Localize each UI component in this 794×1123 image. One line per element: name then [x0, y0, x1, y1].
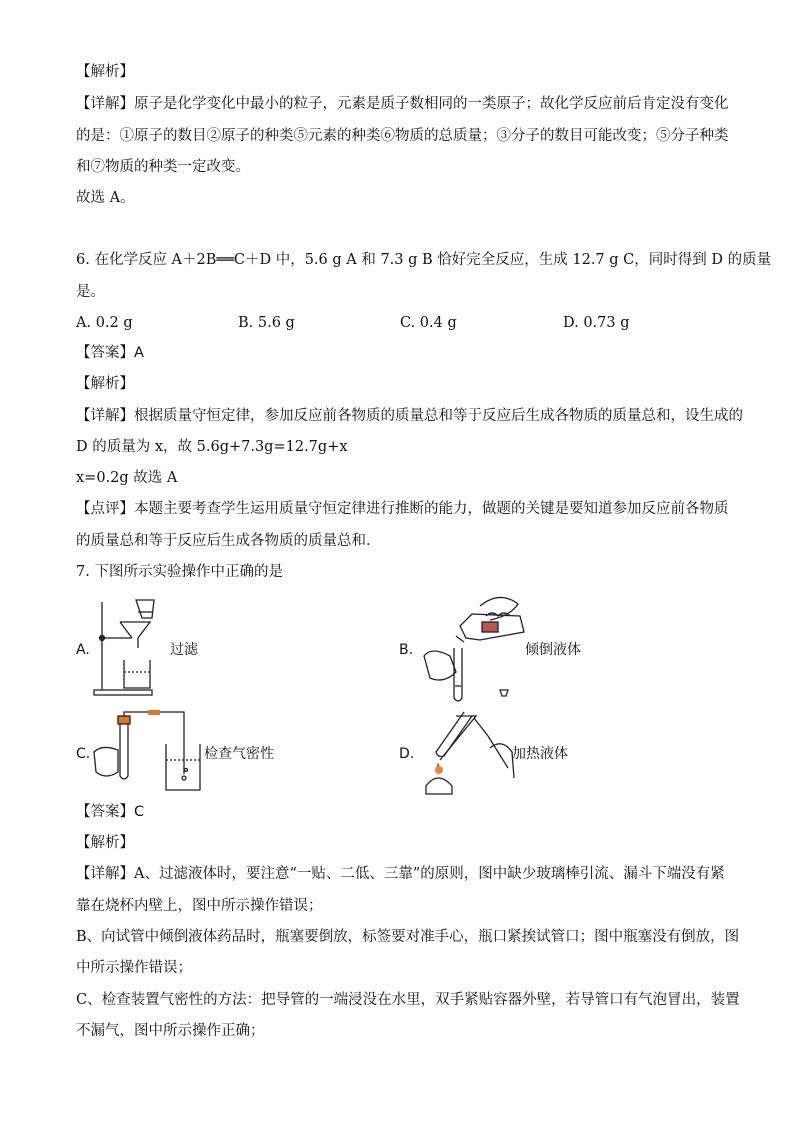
q7-detail: 靠在烧杯内壁上，图中所示操作错误；: [76, 898, 323, 914]
q7-fig-a-letter: A.: [76, 642, 90, 658]
q6-detail: 【详解】根据质量守恒定律，参加反应前各物质的质量总和等于反应后生成各物质的质量总和，设生成的: [76, 408, 743, 424]
q7-detail: 【详解】A、过滤液体时，要注意“一贴、二低、三靠”的原则，图中缺少玻璃棒引流、漏斗下端没有紧: [76, 866, 725, 882]
q7-analysis-heading: 【解析】: [76, 835, 134, 851]
q7-fig-b-caption: 倾倒液体: [525, 642, 581, 658]
airtightness-check-figure: [92, 710, 204, 794]
q6-analysis-heading: 【解析】: [76, 376, 134, 392]
q7-answer: 【答案】C: [76, 804, 145, 820]
detail-text: 【详解】原子是化学变化中最小的粒子，元素是质子数相同的一类原子；故化学反应前后肯定没有变化: [76, 96, 729, 112]
question-7-stem: 7. 下图所示实验操作中正确的是: [76, 564, 283, 580]
q7-fig-b-letter: B.: [399, 642, 414, 658]
q7-fig-c-caption: 检查气密性: [204, 746, 274, 762]
question-6-stem: 是。: [76, 284, 105, 300]
detail-text: 和⑦物质的种类一定改变。: [76, 159, 250, 175]
q6-answer: 【答案】A: [76, 345, 144, 361]
filtration-apparatus-figure: [92, 598, 168, 698]
q7-fig-c-letter: C.: [76, 746, 91, 762]
q7-fig-d-letter: D.: [399, 746, 415, 762]
question-6-stem: 6. 在化学反应 A＋2B══C＋D 中，5.6 g A 和 7.3 g B 恰好完全反应，生成 12.7 g C，同时得到 D 的质量: [76, 252, 772, 268]
detail-text: 的是：①原子的数目②原子的种类⑤元素的种类⑥物质的总质量；③分子的数目可能改变；⑤分子种类: [76, 128, 729, 144]
analysis-heading: 【解析】: [76, 64, 134, 80]
q7-detail: 不漏气，图中所示操作正确；: [76, 1023, 265, 1039]
q6-option-b: B. 5.6 g: [238, 315, 295, 331]
pouring-liquid-figure: [420, 586, 530, 706]
q6-comment: 的质量总和等于反应后生成各物质的质量总和．: [76, 533, 381, 549]
q6-detail: x=0.2g 故选 A: [76, 470, 178, 486]
heating-liquid-figure: [416, 708, 516, 798]
q7-detail: B、向试管中倾倒液体药品时，瓶塞要倒放，标签要对准手心，瓶口紧挨试管口；图中瓶塞没有倒放，图: [76, 929, 740, 945]
q7-fig-a-caption: 过滤: [170, 642, 198, 658]
q7-detail: 中所示操作错误；: [76, 960, 192, 976]
q6-comment: 【点评】本题主要考查学生运用质量守恒定律进行推断的能力，做题的关键是要知道参加反应前各物质: [76, 501, 729, 517]
q6-option-c: C. 0.4 g: [400, 315, 457, 331]
q7-detail: C、检查装置气密性的方法：把导管的一端浸没在水里，双手紧贴容器外壁，若导管口有气泡冒出，装置: [76, 992, 740, 1008]
q6-detail: D 的质量为 x，故 5.6g+7.3g=12.7g+x: [76, 439, 348, 455]
q6-option-d: D. 0.73 g: [563, 315, 630, 331]
q7-fig-d-caption: 加热液体: [512, 746, 568, 762]
answer-choice-text: 故选 A。: [76, 190, 135, 206]
q6-option-a: A. 0.2 g: [76, 315, 133, 331]
